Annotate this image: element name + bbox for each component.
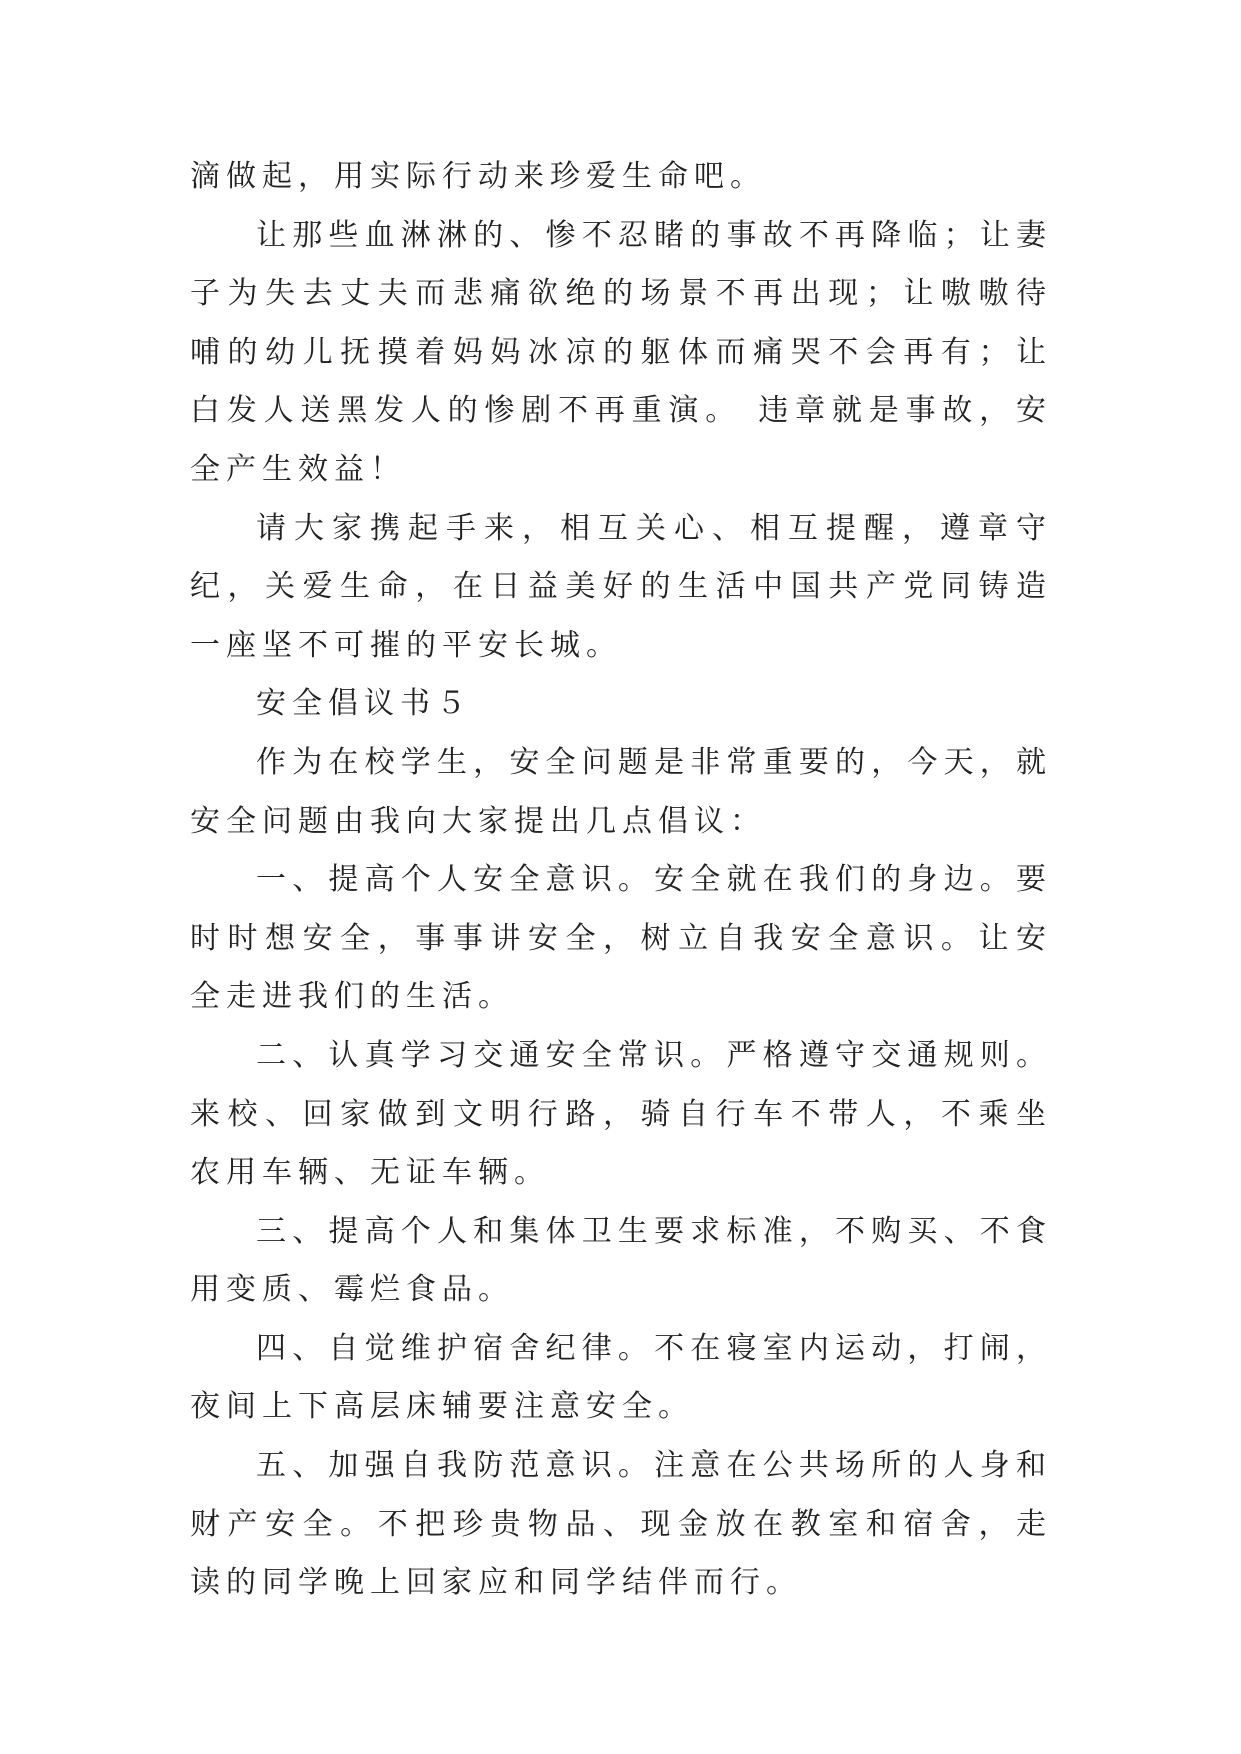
section-heading: 安全倡议书５ [256, 686, 472, 722]
paragraph-item-1: 一、提高个人安全意识。安全就在我们的身边。要时时想安全，事事讲安全，树立自我安全意识。让安全走进我们的生活。 [190, 862, 1052, 1015]
paragraph-accident-warning: 让那些血淋淋的、惨不忍睹的事故不再降临；让妻子为失去丈夫而悲痛欲绝的场景不再出现；让嗷嗷待哺的幼儿抚摸着妈妈冰凉的躯体而痛哭不会再有；让白发人送黑发人的惨剧不再重演。 违章就是事故，安全产生效益！ [190, 217, 1052, 487]
paragraph-intro: 作为在校学生，安全问题是非常重要的，今天，就安全问题由我向大家提出几点倡议： [190, 744, 1052, 839]
paragraph-item-4: 四、自觉维护宿舍纪律。不在寝室内运动，打闹，夜间上下高层床辅要注意安全。 [190, 1330, 1052, 1425]
paragraph-item-3: 三、提高个人和集体卫生要求标准，不购买、不食用变质、霉烂食品。 [190, 1213, 1052, 1308]
paragraph-join-hands: 请大家携起手来，相互关心、相互提醒，遵章守纪，关爱生命，在日益美好的生活中国共产党同铸造一座坚不可摧的平安长城。 [190, 510, 1052, 663]
paragraph-item-2: 二、认真学习交通安全常识。严格遵守交通规则。来校、回家做到文明行路，骑自行车不带人，不乘坐农用车辆、无证车辆。 [190, 1037, 1052, 1191]
paragraph-continuation: 滴做起，用实际行动来珍爱生命吧。 [190, 159, 766, 194]
document-page [190, 148, 1052, 1613]
paragraph-item-5: 五、加强自我防范意识。注意在公共场所的人身和财产安全。不把珍贵物品、现金放在教室和宿舍，走读的同学晚上回家应和同学结伴而行。 [190, 1448, 1052, 1601]
